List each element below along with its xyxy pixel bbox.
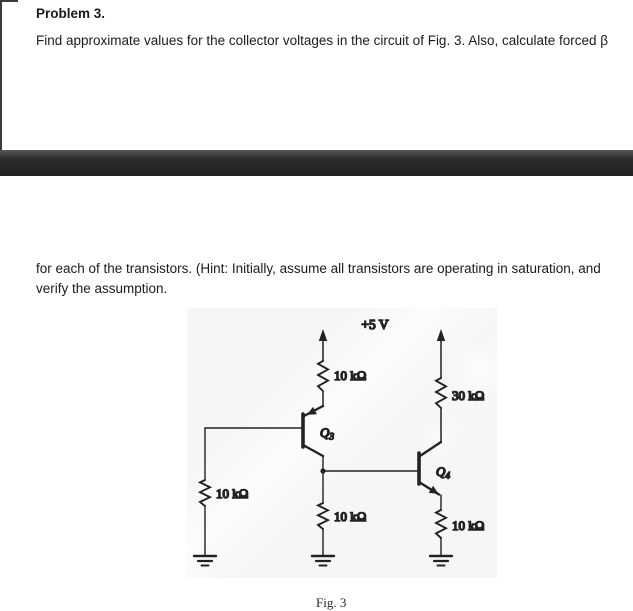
problem-text-line-1: Find approximate values for the collector voltages in the circuit of Fig. 3. Also, calculate forced β <box>36 33 609 48</box>
problem-text-line-2: for each of the transistors. (Hint: Initially, assume all transistors are operating in saturation, and <box>36 261 601 276</box>
figure-caption: Fig. 3 <box>316 595 347 610</box>
resistor-label-q3-emitter-supply: 10 kΩ <box>334 368 367 383</box>
ground-symbol-left <box>194 556 216 566</box>
supply-arrow-left <box>319 329 327 361</box>
supply-arrow-right <box>437 329 445 378</box>
ground-symbol-middle <box>312 556 334 566</box>
resistor-label-q4-emitter: 10 kΩ <box>452 518 485 533</box>
resistor-q4-collector-supply <box>436 378 446 408</box>
resistor-label-q4-collector-supply: 30 kΩ <box>452 388 485 403</box>
circuit-diagram <box>187 308 497 578</box>
circuit-figure <box>187 308 497 578</box>
resistor-q3-emitter-supply <box>318 361 328 391</box>
supply-voltage-label: +5 V <box>361 317 389 332</box>
resistor-q4-emitter <box>436 510 446 538</box>
page-top-left-mark <box>0 0 18 2</box>
problem-text-line-3: verify the assumption. <box>36 281 168 296</box>
q3-label-subscript: 3 <box>329 431 334 442</box>
q4-label-subscript: 4 <box>445 470 450 481</box>
resistor-label-q3-collector-node: 10 kΩ <box>334 509 367 524</box>
page-left-border <box>0 0 2 150</box>
page-break-divider <box>0 150 633 176</box>
resistor-q3-collector-node <box>318 503 328 529</box>
q3-label: Q <box>320 425 330 440</box>
problem-title: Problem 3. <box>36 6 106 21</box>
resistor-q3-base <box>200 480 210 506</box>
ground-symbol-right <box>430 556 452 566</box>
q4-label: Q <box>436 464 446 479</box>
resistor-label-q3-base: 10 kΩ <box>216 486 249 501</box>
